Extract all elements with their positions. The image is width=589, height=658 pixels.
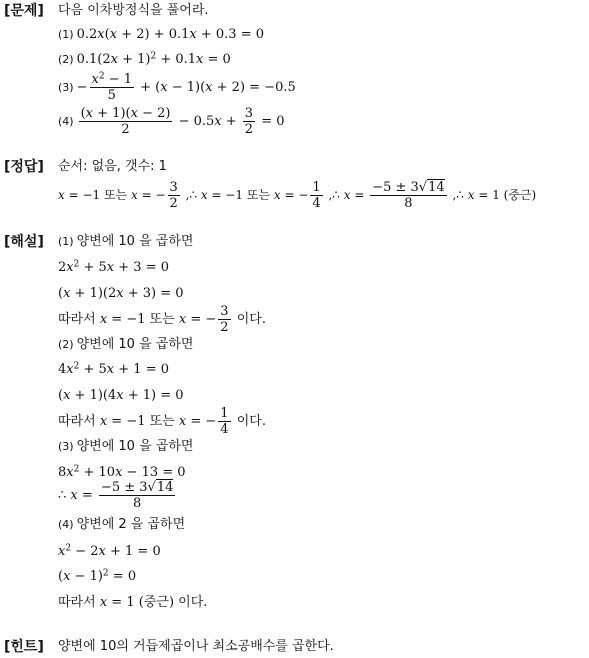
solution-step-eq: $x^2 - 2x + 1 = 0$ — [58, 543, 161, 559]
solution-step-eq: $2x^2 + 5x + 3 = 0$ — [58, 259, 169, 275]
solution-step-3-head: (3) 양변에 10 을 곱하면 — [58, 439, 194, 454]
hint-label: [힌트] — [4, 639, 44, 655]
solution-step-eq: $(x - 1)^2 = 0$ — [58, 568, 137, 584]
solution-step-eq: (x + 1)(4x + 1) = 0 — [58, 388, 184, 403]
solution-step-eq: (x + 1)(2x + 3) = 0 — [58, 286, 184, 301]
problem-item-3: (3) − $\frac{x^2 - 1}{5}$ + (x − 1)(x + 2) = −0.5 — [58, 71, 296, 103]
solution-step-eq: $4x^2 + 5x + 1 = 0$ — [58, 361, 169, 377]
answer-first-line: 순서: 없음, 갯수: 1 — [58, 159, 167, 174]
solution-step-conclusion: 따라서 x = 1 (중근) 이다. — [58, 595, 208, 610]
solution-step-2-head: (2) 양변에 10 을 곱하면 — [58, 337, 194, 352]
solution-label: [해설] — [4, 234, 44, 250]
solution-step-eq: $8x^2 + 10x - 13 = 0$ — [58, 464, 186, 480]
solution-step-result: ∴ x = $\frac{-5 \pm 3√14}{8}$ — [58, 480, 174, 511]
problem-item-1: (1) 0.2x(x + 2) + 0.1x + 0.3 = 0 — [58, 27, 264, 42]
hint-text: 양변에 10의 거듭제곱이나 최소공배수를 곱한다. — [58, 639, 334, 654]
problem-item-2: (2) $0.1(2x + 1)^2 + 0.1x = 0$ — [58, 51, 231, 67]
problem-item-2-num: (2) — [58, 53, 74, 66]
problem-item-3-num: (3) — [58, 81, 74, 94]
problem-intro: 다음 이차방정식을 풀어라. — [58, 3, 209, 18]
problem-item-4: (4) $\frac{(x + 1)(x - 2)}{2}$ − 0.5x + $\frac{3}{2}$ = 0 — [58, 106, 285, 137]
solution-step-4-head: (4) 양변에 2 을 곱하면 — [58, 517, 186, 532]
problem-item-1-num: (1) — [58, 28, 74, 41]
problem-item-4-num: (4) — [58, 115, 74, 128]
solution-step-conclusion: 따라서 x = −1 또는 x = − $\frac{3}{2}$ 이다. — [58, 304, 266, 335]
answer-line: x = −1 또는 x = − $\frac{3}{2}$ ,∴ x = −1 또는 x = − $\frac{1}{4}$ ,∴ x = $\frac{-5 \pm 3√14}{8}$ ,∴ x = 1 (중근) — [58, 180, 537, 211]
problem-label: [문제] — [4, 3, 44, 19]
solution-step-1-head: (1) 양변에 10 을 곱하면 — [58, 234, 194, 249]
solution-step-conclusion: 따라서 x = −1 또는 x = − $\frac{1}{4}$ 이다. — [58, 406, 266, 437]
answer-label: [정답] — [4, 159, 44, 175]
